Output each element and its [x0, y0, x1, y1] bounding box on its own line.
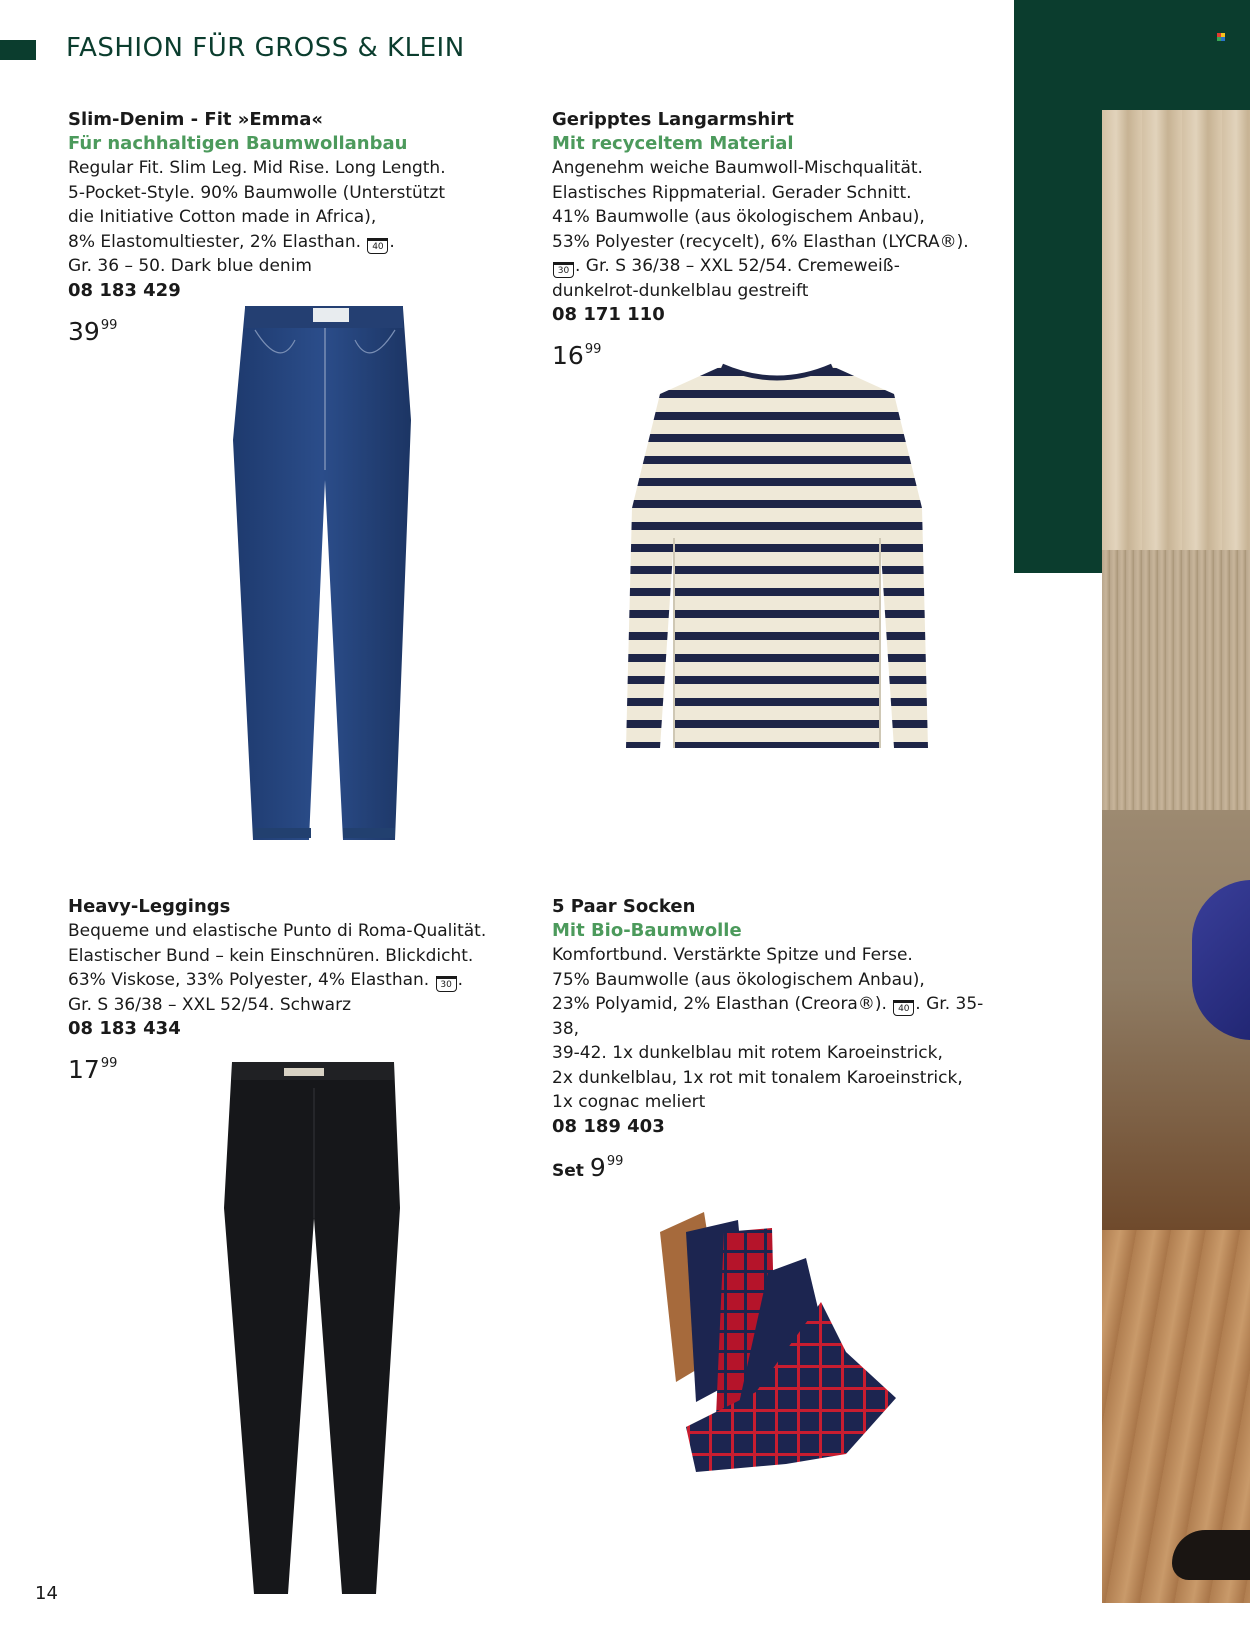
page-title: FASHION FÜR GROSS & KLEIN: [66, 33, 465, 63]
product-title: Heavy-Leggings: [68, 896, 231, 917]
product-leggings: [68, 895, 528, 1085]
price: $39^{99}$: [68, 316, 118, 346]
page-number: 14: [35, 1583, 58, 1604]
product-description: Regular Fit. Slim Leg. Mid Rise. Long Length. 5-Pocket-Style. 90% Baumwolle (Unterstützt die Initiative Cotton made in Africa), 8% Elastomultiester, 2% Elasthan. 40 . Gr. 36 – 50. Dark blue denim: [68, 158, 446, 276]
product-subtitle: Für nachhaltigen Baumwollanbau: [68, 133, 408, 154]
product-title: Geripptes Langarmshirt: [552, 109, 794, 130]
product-subtitle: Mit recyceltem Material: [552, 133, 794, 154]
product-title: 5 Paar Socken: [552, 896, 696, 917]
socks-image: [656, 1202, 926, 1472]
price: Set $9^{99}$: [552, 1152, 624, 1182]
price: $17^{99}$: [68, 1055, 118, 1084]
product-socks: [552, 895, 1002, 1186]
leggings-image: [218, 1058, 408, 1598]
jeans-image: [225, 300, 425, 845]
article-number: 08 189 403: [552, 1115, 665, 1137]
lifestyle-photo: [1102, 110, 1250, 1603]
product-title: Slim-Denim - Fit »Emma«: [68, 109, 323, 130]
wash-30-icon: 30: [436, 976, 457, 992]
product-description: Komfortbund. Verstärkte Spitze und Ferse. 75% Baumwolle (aus ökologischem Anbau), 23% Polyamid, 2% Elasthan (Creora®). 40 . Gr. 35-38, 39-42. 1x dunkelblau mit rotem Karoeinstrick, 2x dunkelblau, 1x rot mit tonalem Karoeinstrick, 1x cognac meliert: [552, 945, 984, 1112]
wash-40-icon: 40: [367, 238, 388, 254]
color-dots-icon: [1217, 33, 1225, 41]
article-number: 08 183 429: [68, 279, 181, 301]
article-number: 08 171 110: [552, 304, 665, 325]
wash-30-icon: 30: [553, 262, 574, 278]
product-shirt: [552, 108, 992, 371]
header-accent-bar: [0, 40, 36, 60]
price: $16^{99}$: [552, 341, 602, 370]
product-subtitle: Mit Bio-Baumwolle: [552, 920, 742, 941]
wash-40-icon: 40: [893, 1000, 914, 1016]
product-description: Bequeme und elastische Punto di Roma-Qualität. Elastischer Bund – kein Einschnüren. Blickdicht. 63% Viskose, 33% Polyester, 4% Elasthan. 30 . Gr. S 36/38 – XXL 52/54. Schwarz: [68, 921, 487, 1015]
product-description: Angenehm weiche Baumwoll-Mischqualität. Elastisches Rippmaterial. Gerader Schnitt. 41% Baumwolle (aus ökologischem Anbau), 53% Polyester (recycelt), 6% Elasthan (LYCRA®). 30 . Gr. S 36/38 – XXL 52/54. Cremeweiß- dunkelrot-dunkelblau gestreift: [552, 158, 969, 301]
striped-shirt-image: [622, 358, 932, 758]
article-number: 08 183 434: [68, 1018, 181, 1039]
